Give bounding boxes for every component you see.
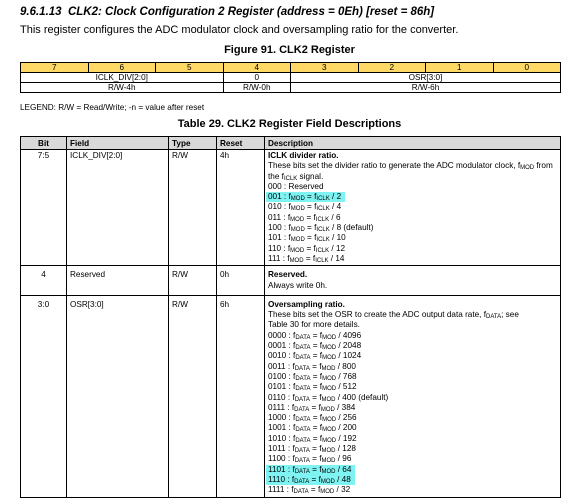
col-header-bit: Bit: [21, 137, 67, 150]
col-header-description: Description: [265, 137, 561, 150]
section-number: 9.6.1.13: [20, 6, 62, 18]
register-bit-row: [21, 63, 561, 73]
option-item: 1010 : $f_{DATA} = f_{MOD} / 192$: [268, 433, 357, 444]
cell-description: [265, 295, 561, 497]
option-item: 0000 : $f_{DATA} = f_{MOD} / 4096$: [268, 330, 362, 341]
option-item: 100 : $f_{MOD} = f_{ICLK} / 8$ (default): [268, 223, 374, 234]
description-title: Reserved.: [268, 270, 308, 280]
option-item: 1000 : $f_{DATA} = f_{MOD} / 256$: [268, 413, 357, 424]
option-item: 0100 : $f_{DATA} = f_{MOD} / 768$: [268, 371, 357, 382]
option-item: [268, 192, 557, 202]
option-item: [268, 465, 557, 475]
option-code: 1010 :: [268, 433, 294, 443]
option-item: 0011 : $f_{DATA} = f_{MOD} / 800$: [268, 361, 356, 372]
option-code: 0001 :: [268, 341, 294, 351]
highlighted-option: 1101 : $f_{DATA} = f_{MOD} / 64$: [266, 465, 355, 475]
option-item: 0111 : $f_{DATA} = f_{MOD} / 384$: [268, 402, 356, 413]
option-code: 0011 :: [268, 361, 293, 371]
field-reserved: 0: [223, 73, 291, 83]
option-code: 010 :: [268, 202, 289, 212]
field-osr: OSR[3:0]: [291, 73, 561, 83]
option-ratio: / 768: [336, 371, 357, 381]
option-code: 0101 :: [268, 382, 294, 392]
register-legend: LEGEND: R/W = Read/Write; -n = value after reset: [20, 103, 205, 112]
bit-1: 1: [426, 63, 494, 73]
bit-7: 7: [21, 63, 89, 73]
option-code: 1000 :: [268, 413, 294, 423]
option-code: 101 :: [268, 233, 289, 243]
option-code: 1001 :: [268, 423, 294, 433]
option-item: [268, 475, 557, 485]
description-title: Oversampling ratio.: [268, 299, 345, 309]
option-ratio: / 8 (default): [329, 223, 374, 233]
cell-description: [265, 150, 561, 266]
section-heading: CLK2: Clock Configuration 2 Register (address = 0Eh) [reset = 86h]: [67, 6, 435, 18]
highlighted-option: 1110 : $f_{DATA} = f_{MOD} / 48$: [266, 475, 355, 485]
option-ratio: / 48: [334, 474, 351, 484]
cell-bit: 7:5: [21, 150, 67, 266]
bit-4: 4: [223, 63, 291, 73]
option-ratio: / 256: [336, 413, 357, 423]
cell-reset: 6h: [217, 295, 265, 497]
option-code: 000 : Reserved: [268, 181, 324, 191]
option-ratio: / 1024: [336, 351, 362, 361]
cell-type: R/W: [169, 266, 217, 296]
field-description-table: [20, 136, 561, 498]
option-ratio: / 200: [336, 423, 357, 433]
option-item: 110 : $f_{MOD} = f_{ICLK} / 12$: [268, 243, 346, 254]
option-ratio: / 128: [335, 444, 356, 454]
option-item: 111 : $f_{MOD} = f_{ICLK} / 14$: [268, 253, 345, 264]
option-code: 0100 :: [268, 371, 294, 381]
option-ratio: / 4: [329, 202, 342, 212]
access-reserved: R/W-0h: [223, 83, 291, 93]
bit-0: 0: [493, 63, 561, 73]
option-ratio: / 2: [329, 192, 342, 202]
register-access-row: [21, 83, 561, 93]
table-row-iclk-div: [21, 150, 561, 266]
option-ratio: / 32: [334, 485, 351, 495]
option-ratio: / 64: [335, 464, 352, 474]
description-text: Always write 0h.: [268, 280, 328, 290]
option-ratio: / 400 (default): [335, 392, 389, 402]
option-ratio: / 384: [334, 402, 356, 412]
option-ratio: / 10: [329, 233, 346, 243]
option-ratio: / 14: [328, 253, 345, 263]
col-header-field: Field: [67, 137, 169, 150]
table-header-row: [21, 137, 561, 150]
col-header-type: Type: [169, 137, 217, 150]
figure-caption: Figure 91. CLK2 Register: [224, 44, 355, 56]
cell-bit: 4: [21, 266, 67, 296]
cell-reset: 0h: [217, 266, 265, 296]
register-field-row: [21, 73, 561, 83]
access-iclk-div: R/W-4h: [21, 83, 224, 93]
option-item: 011 : $f_{MOD} = f_{ICLK} / 6$: [268, 212, 341, 223]
option-code: 0010 :: [268, 351, 294, 361]
table-row-osr: [21, 295, 561, 497]
intro-text: This register configures the ADC modulator clock and oversampling ratio for the converter.: [20, 24, 459, 36]
access-osr: R/W-6h: [291, 83, 561, 93]
option-item: 101 : $f_{MOD} = f_{ICLK} / 10$: [268, 233, 346, 244]
option-ratio: / 800: [335, 361, 356, 371]
option-item: 0010 : $f_{DATA} = f_{MOD} / 1024$: [268, 351, 362, 362]
option-code: 1110 :: [268, 474, 292, 484]
option-code: 1100 :: [268, 454, 293, 464]
option-code: 1011 :: [268, 444, 293, 454]
option-item: 010 : $f_{MOD} = f_{ICLK} / 4$: [268, 202, 342, 213]
option-code: 0000 :: [268, 330, 294, 340]
cell-type: R/W: [169, 150, 217, 266]
option-ratio: / 192: [336, 433, 357, 443]
option-code: 0110 :: [268, 392, 293, 402]
option-ratio: / 2048: [336, 341, 362, 351]
option-code: 111 :: [268, 253, 288, 263]
highlighted-option: 001 : $f_{MOD} = f_{ICLK} / 2$: [266, 192, 345, 202]
cell-description: [265, 266, 561, 296]
description-text: These bits set the OSR to create the ADC output data rate, $f_{DATA}$; see: [268, 310, 519, 321]
bit-5: 5: [156, 63, 224, 73]
option-code: 1111 :: [268, 485, 292, 495]
cell-field: ICLK_DIV[2:0]: [67, 150, 169, 266]
option-ratio: / 12: [329, 243, 346, 253]
option-code: 1101 :: [268, 464, 293, 474]
option-ratio: / 96: [335, 454, 352, 464]
option-item: 1001 : $f_{DATA} = f_{MOD} / 200$: [268, 423, 357, 434]
cell-reset: 4h: [217, 150, 265, 266]
description-title: ICLK divider ratio.: [268, 151, 339, 160]
bit-3: 3: [291, 63, 359, 73]
register-map: [20, 62, 561, 93]
cell-field: Reserved: [67, 266, 169, 296]
option-code: 001 :: [268, 192, 289, 202]
option-code: 110 :: [268, 243, 288, 253]
option-code: 0111 :: [268, 402, 292, 412]
option-ratio: / 6: [329, 212, 341, 222]
section-title: [20, 6, 434, 18]
option-item: 0101 : $f_{DATA} = f_{MOD} / 512$: [268, 382, 357, 393]
option-item: [268, 182, 557, 192]
table-30-link[interactable]: Table 30: [268, 320, 299, 330]
col-header-reset: Reset: [217, 137, 265, 150]
bit-6: 6: [88, 63, 156, 73]
cell-bit: 3:0: [21, 295, 67, 497]
option-list: [268, 331, 557, 496]
option-item: 0001 : $f_{DATA} = f_{MOD} / 2048$: [268, 341, 362, 352]
bit-2: 2: [358, 63, 426, 73]
cell-field: OSR[3:0]: [67, 295, 169, 497]
description-text-2: Table 30 for more details.: [268, 320, 360, 330]
option-code: 011 :: [268, 212, 288, 222]
option-item: 0110 : $f_{DATA} = f_{MOD} / 400$ (default): [268, 392, 389, 403]
option-ratio: / 4096: [336, 330, 362, 340]
cell-type: R/W: [169, 295, 217, 497]
option-item: 1011 : $f_{DATA} = f_{MOD} / 128$: [268, 444, 356, 455]
table-caption: Table 29. CLK2 Register Field Descriptions: [177, 118, 402, 130]
option-item: 1100 : $f_{DATA} = f_{MOD} / 96$: [268, 454, 352, 465]
field-iclk-div: ICLK_DIV[2:0]: [21, 73, 224, 83]
option-list: [268, 182, 557, 264]
description-text: These bits set the divider ratio to generate the ADC modulator clock, $f_{MOD}$ from the $f_{ICLK}$ signal.: [268, 161, 553, 182]
option-ratio: / 512: [336, 382, 357, 392]
table-row-reserved: [21, 266, 561, 296]
option-code: 100 :: [268, 223, 289, 233]
option-item: 1111 : $f_{DATA} = f_{MOD} / 32$: [268, 485, 351, 496]
